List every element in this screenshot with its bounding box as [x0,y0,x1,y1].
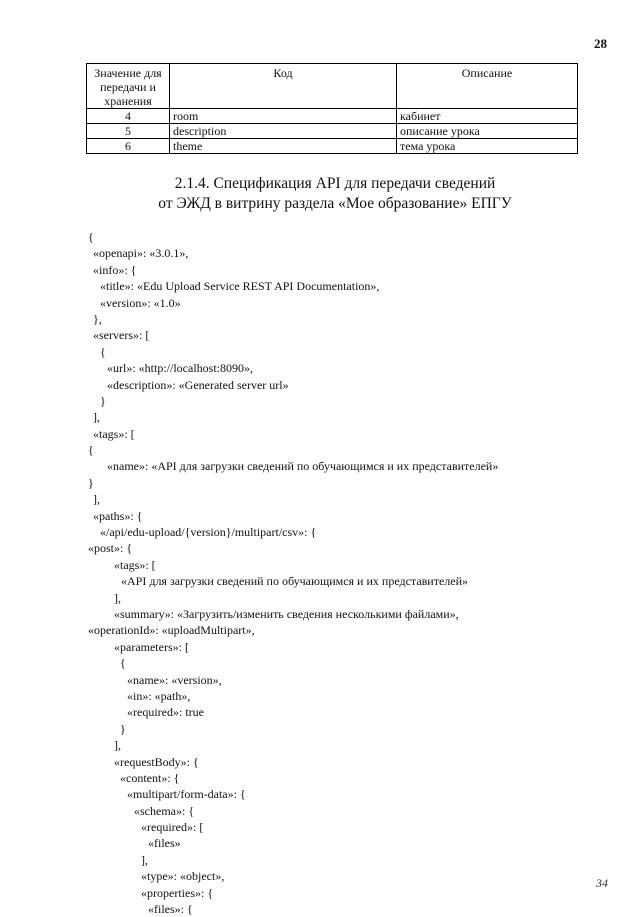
code-line: «version»: «1.0» [100,295,181,310]
code-line: «content»: { [120,770,180,785]
code-line: «/api/edu-upload/{version}/multipart/csv»: { [100,525,317,540]
page-number: 28 [594,36,607,51]
table-row [87,139,578,154]
table-cell-code: room [170,109,397,124]
code-line: «API для загрузки сведений по обучающимся и их представителей» [121,574,469,589]
code-line: «files»: { [148,902,193,917]
code-line: { [88,230,94,244]
column-header-value: Значение для передачи и хранения [87,64,170,109]
code-line: «parameters»: [ [114,639,189,654]
table-cell-value: 6 [87,139,170,154]
code-line: «description»: «Generated server url» [107,377,289,392]
code-line: «tags»: [ [114,557,156,572]
table-cell-description: описание урока [397,124,578,139]
code-line: «files» [148,836,181,851]
code-line: «type»: «object», [141,869,225,884]
code-line: } [120,721,126,736]
code-line: «name»: «version», [127,672,222,687]
code-line: «paths»: { [93,508,143,523]
code-line: ], [114,590,121,605]
code-line: } [100,393,106,408]
code-line: «name»: «API для загрузки сведений по обучающимся и их представителей» [107,459,499,474]
code-line: { [120,656,126,671]
values-table [86,63,578,154]
section-title [120,174,550,214]
code-line: «in»: «path», [127,688,191,703]
json-code-block [0,229,640,917]
code-line: «url»: «http://localhost:8090», [107,361,253,376]
code-line: «properties»: { [141,885,214,900]
handwritten-page-mark: 34 [596,876,608,890]
column-header-code: Код [170,64,397,109]
code-line: «info»: { [93,262,137,277]
code-line: { [88,443,94,458]
code-line: } [88,475,94,490]
section-title-line-2: от ЭЖД в витрину раздела «Мое образование» ЕПГУ [158,195,512,212]
column-header-description: Описание [397,64,578,109]
code-line: «multipart/form-data»: { [127,787,246,802]
code-line: }, [93,311,102,326]
table-header-row [87,64,578,109]
code-line: ], [93,410,100,425]
table-row [87,124,578,139]
table-row [87,109,578,124]
code-line: «tags»: [ [93,426,135,441]
code-line: «required»: true [127,705,204,720]
code-line: «servers»: [ [93,328,150,343]
code-line: ], [93,492,100,507]
code-line: «openapi»: «3.0.1», [93,246,189,261]
table-cell-description: тема урока [397,139,578,154]
code-line: «summary»: «Загрузить/изменить сведения несколькими файлами», [114,606,459,621]
code-line: «required»: [ [141,820,204,835]
code-line: { [100,344,106,359]
section-title-line-1: 2.1.4. Спецификация API для передачи сведений [174,175,496,192]
code-line: «title»: «Edu Upload Service REST API Documentation», [100,279,380,294]
code-line: ], [114,738,121,753]
code-line: «requestBody»: { [114,754,199,769]
table-cell-value: 5 [87,124,170,139]
code-line: «schema»: { [134,803,195,818]
code-line: «post»: { [88,541,133,556]
table-cell-value: 4 [87,109,170,124]
code-line: «operationId»: «uploadMultipart», [88,623,255,638]
table-cell-description: кабинет [397,109,578,124]
table-cell-code: description [170,124,397,139]
table-cell-code: theme [170,139,397,154]
code-line: ], [141,852,148,867]
